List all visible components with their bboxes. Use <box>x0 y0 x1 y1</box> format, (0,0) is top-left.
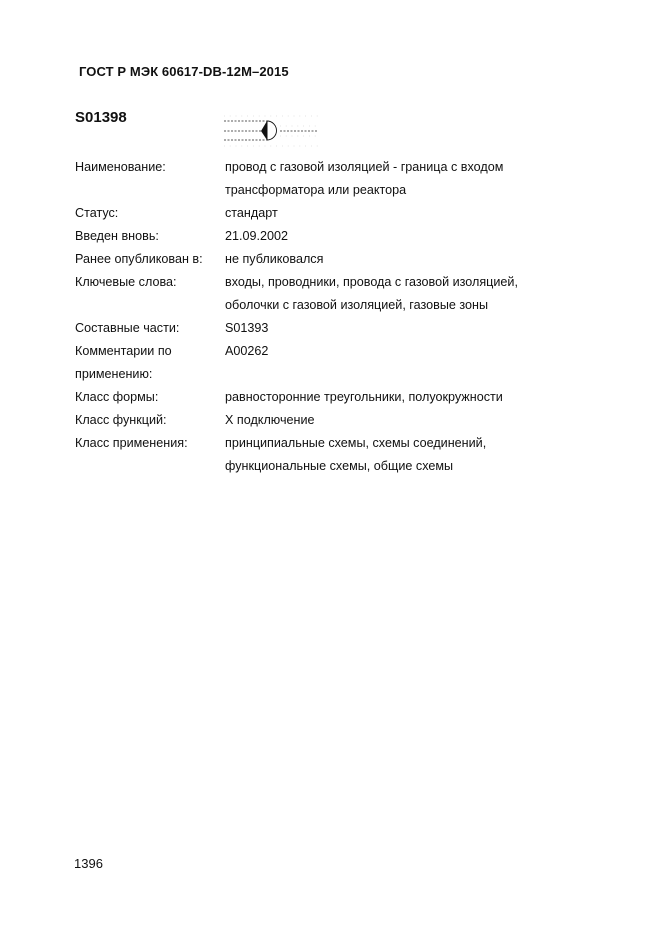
field-previously-published <box>75 248 555 271</box>
field-label: Статус: <box>75 206 119 220</box>
value-line: принципиальные схемы, схемы соединений, <box>225 436 487 450</box>
label-line: Комментарии по <box>75 344 172 358</box>
field-value: A00262 <box>225 344 269 358</box>
gas-insulated-wire-bushing-boundary-symbol-icon <box>222 113 322 147</box>
value-line: входы, проводники, провода с газовой изоляцией, <box>225 275 518 289</box>
field-label: Введен вновь: <box>75 229 159 243</box>
field-label: Ранее опубликован в: <box>75 252 203 266</box>
field-value: не публиковался <box>225 252 324 266</box>
field-value: равносторонние треугольники, полуокружности <box>225 390 503 404</box>
document-header: ГОСТ Р МЭК 60617-DB-12M–2015 <box>79 64 289 79</box>
value-line: трансформатора или реактора <box>225 183 407 197</box>
field-label: Класс функций: <box>75 413 167 427</box>
field-label: Класс применения: <box>75 436 188 450</box>
field-components <box>75 317 555 340</box>
field-value: 21.09.2002 <box>225 229 289 243</box>
field-value <box>225 432 555 478</box>
field-application-class <box>75 432 555 478</box>
label-line: применению: <box>75 367 153 381</box>
field-shape-class <box>75 386 555 409</box>
field-value: стандарт <box>225 206 278 220</box>
value-line: функциональные схемы, общие схемы <box>225 459 454 473</box>
field-value <box>225 271 555 317</box>
attribute-table <box>75 156 555 478</box>
field-label: Наименование: <box>75 160 166 174</box>
field-status <box>75 202 555 225</box>
field-label: Ключевые слова: <box>75 275 177 289</box>
field-label <box>75 340 225 386</box>
symbol-code: S01398 <box>75 109 127 126</box>
page-number: 1396 <box>74 856 103 871</box>
field-value <box>225 156 555 202</box>
field-keywords <box>75 271 555 317</box>
field-function-class <box>75 409 555 432</box>
value-line: оболочки с газовой изоляцией, газовые зоны <box>225 298 489 312</box>
field-introduced <box>75 225 555 248</box>
field-label: Составные части: <box>75 321 180 335</box>
value-line: провод с газовой изоляцией - граница с входом <box>225 160 504 174</box>
field-value: S01393 <box>225 321 269 335</box>
field-name <box>75 156 555 202</box>
field-application-notes <box>75 340 555 386</box>
field-label: Класс формы: <box>75 390 159 404</box>
field-value: X подключение <box>225 413 315 427</box>
